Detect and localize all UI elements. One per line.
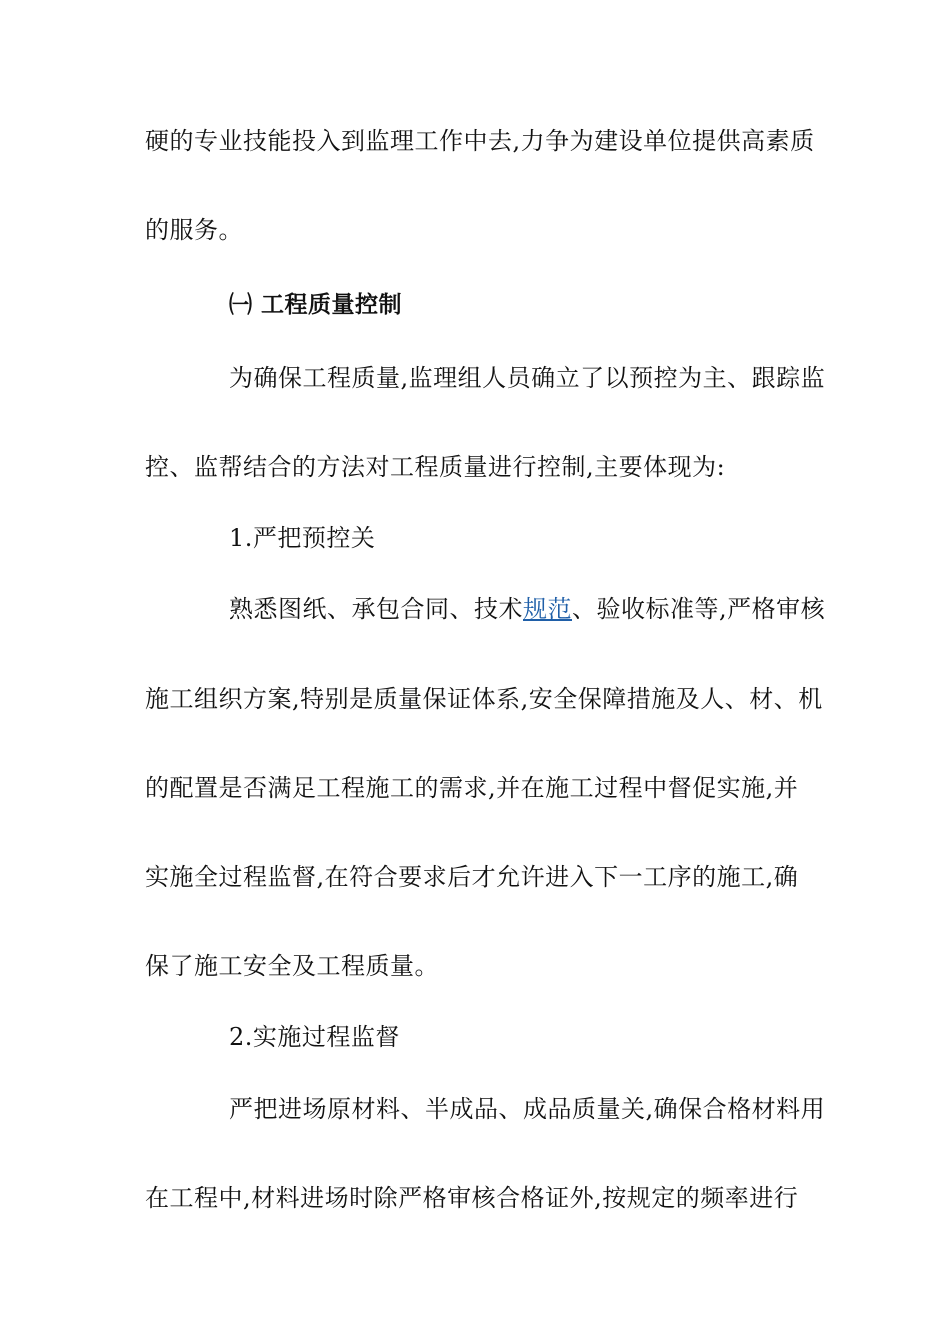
- paragraph-line: 的服务。: [145, 216, 243, 244]
- paragraph-line: 的配置是否满足工程施工的需求,并在施工过程中督促实施,并: [145, 774, 799, 802]
- standards-link[interactable]: 规范: [523, 595, 572, 623]
- paragraph-line: 在工程中,材料进场时除严格审核合格证外,按规定的频率进行: [145, 1184, 799, 1212]
- paragraph-line: 为确保工程质量,监理组人员确立了以预控为主、跟踪监: [229, 364, 826, 392]
- subheading: 2.实施过程监督: [229, 1023, 400, 1051]
- paragraph-line: [229, 593, 826, 625]
- paragraph-line: 控、监帮结合的方法对工程质量进行控制,主要体现为:: [145, 453, 726, 481]
- paragraph-line: 保了施工安全及工程质量。: [145, 952, 439, 980]
- subheading: 1.严把预控关: [229, 524, 376, 552]
- paragraph-line: 硬的专业技能投入到监理工作中去,力争为建设单位提供高素质: [145, 127, 815, 155]
- paragraph-line: 施工组织方案,特别是质量保证体系,安全保障措施及人、材、机: [145, 685, 823, 713]
- paragraph-line: 实施全过程监督,在符合要求后才允许进入下一工序的施工,确: [145, 863, 799, 891]
- paragraph-line: 严把进场原材料、半成品、成品质量关,确保合格材料用: [229, 1095, 826, 1123]
- text-run: 、验收标准等,严格审核: [572, 595, 826, 623]
- text-run: 熟悉图纸、承包合同、技术: [229, 595, 523, 623]
- section-heading: ㈠ 工程质量控制: [229, 292, 403, 318]
